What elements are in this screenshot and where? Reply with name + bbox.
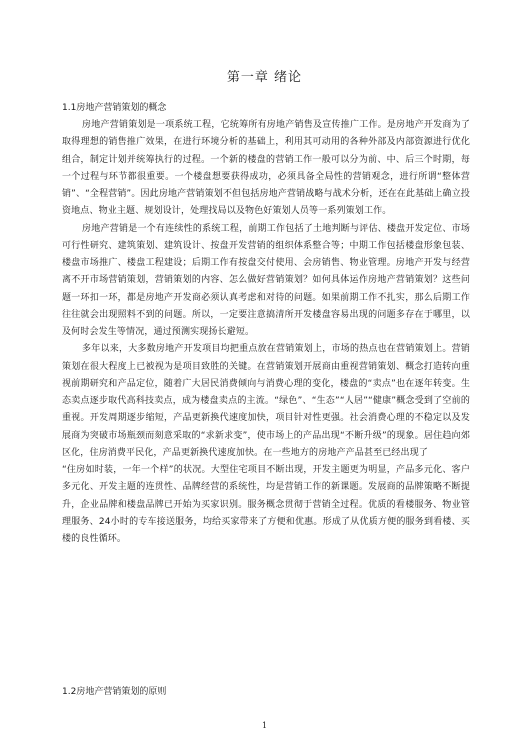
page-number: 1 <box>261 721 268 730</box>
body-text <box>62 117 470 548</box>
paragraph-4: “住房如时装，一年一个样”的状况。大型住宅项目不断出现，开发主题更为明显，产品多元化、客户多元化、开发主题的连贯性、品牌经营的系统性，均是营销工作的新课题。发展商的品牌策略不断提升，企业品牌和楼盘品牌已开始为买家识别。服务概念贯彻于营销全过程。优质的看楼服务、物业管理服务、24小时的专车接送服务，均给买家带来了方便和优惠。形成了从优质方便的服务到看楼、买楼的良性循环。 <box>62 465 470 544</box>
paragraph-2: 房地产营销是一个有连续性的系统工程，前期工作包括了土地判断与评估、楼盘开发定位、市场可行性研究、建筑策划、建筑设计、按盘开发营销的组织体系整合等；中期工作包括楼盘形象包装、楼盘市场推广、楼盘工程建设；后期工作有按盘交付使用、会房销售、物业管理。房地产开发与经营离不开市场营销策划，营销策划的内容、怎么做好营销策划？如何具体运作房地产营销策划？这些问题一环扣一环，都是房地产开发商必须认真考虑和对待的问题。如果前期工作不扎实，那么后期工作往往就会出现照料不到的问题。所以，一定要注意搞清所开发楼盘容易出现的问题多存在于哪里，以及何时会发生等情况，通过预测实现扬长避短。 <box>62 223 470 337</box>
section-heading-1-2: 1.2房地产营销策划的原则 <box>62 687 167 697</box>
paragraph-3: 多年以来，大多数房地产开发项目均把重点放在营销策划上，市场的热点也在营销策划上。营销策划在很大程度上已被视为是项目致胜的关键。在营销策划开展商由重视营销策划、概念打造转向重视前期研究和产品定位，随着广大居民消费倾向与消费心理的变化，楼盘的“卖点”也在逐年转变。生态卖点逐步取代高科技卖点，成为楼盘卖点的主流。“绿色”、“生态”“人居”“健康”概念受到了空前的重视。开发周期逐步缩短，产品更新换代速度加快，项目针对性更强。社会消费心理的不稳定以及发展商为突破市场瓶颈而刻意采取的“求新求变”，使市场上的产品出现“不断升级”的现象。居住趋向郊区化，住房消费平民化，产品更新换代速度加快。在一些地方的房地产产品甚至已经出现了 <box>62 344 470 458</box>
chapter-title: 第一章 绪论 <box>226 70 303 85</box>
section-heading-1-1: 1.1房地产营销策划的概念 <box>62 103 167 113</box>
paragraph-1: 房地产营销策划是一项系统工程，它统筹所有房地产销售及宣传推广工作。是房地产开发商为了取得理想的销售推广效果，在进行环境分析的基础上，利用其可动用的各种外部及内部资源进行优化组合，制定计划并统筹执行的过程。一个新的楼盘的营销工作一般可以分为前、中、后三个时期，每一个过程与环节都很重要。一个楼盘想要获得成功，必须具备全局性的营销观念，进行所谓“整体营销”、“全程营销”。因此房地产营销策划不但包括房地产营销战略与战术分析，还在在此基础上确立投资地点、物业主题、规划设计，处理找局以及物色好策划人员等一系列策划工作。 <box>62 120 470 217</box>
